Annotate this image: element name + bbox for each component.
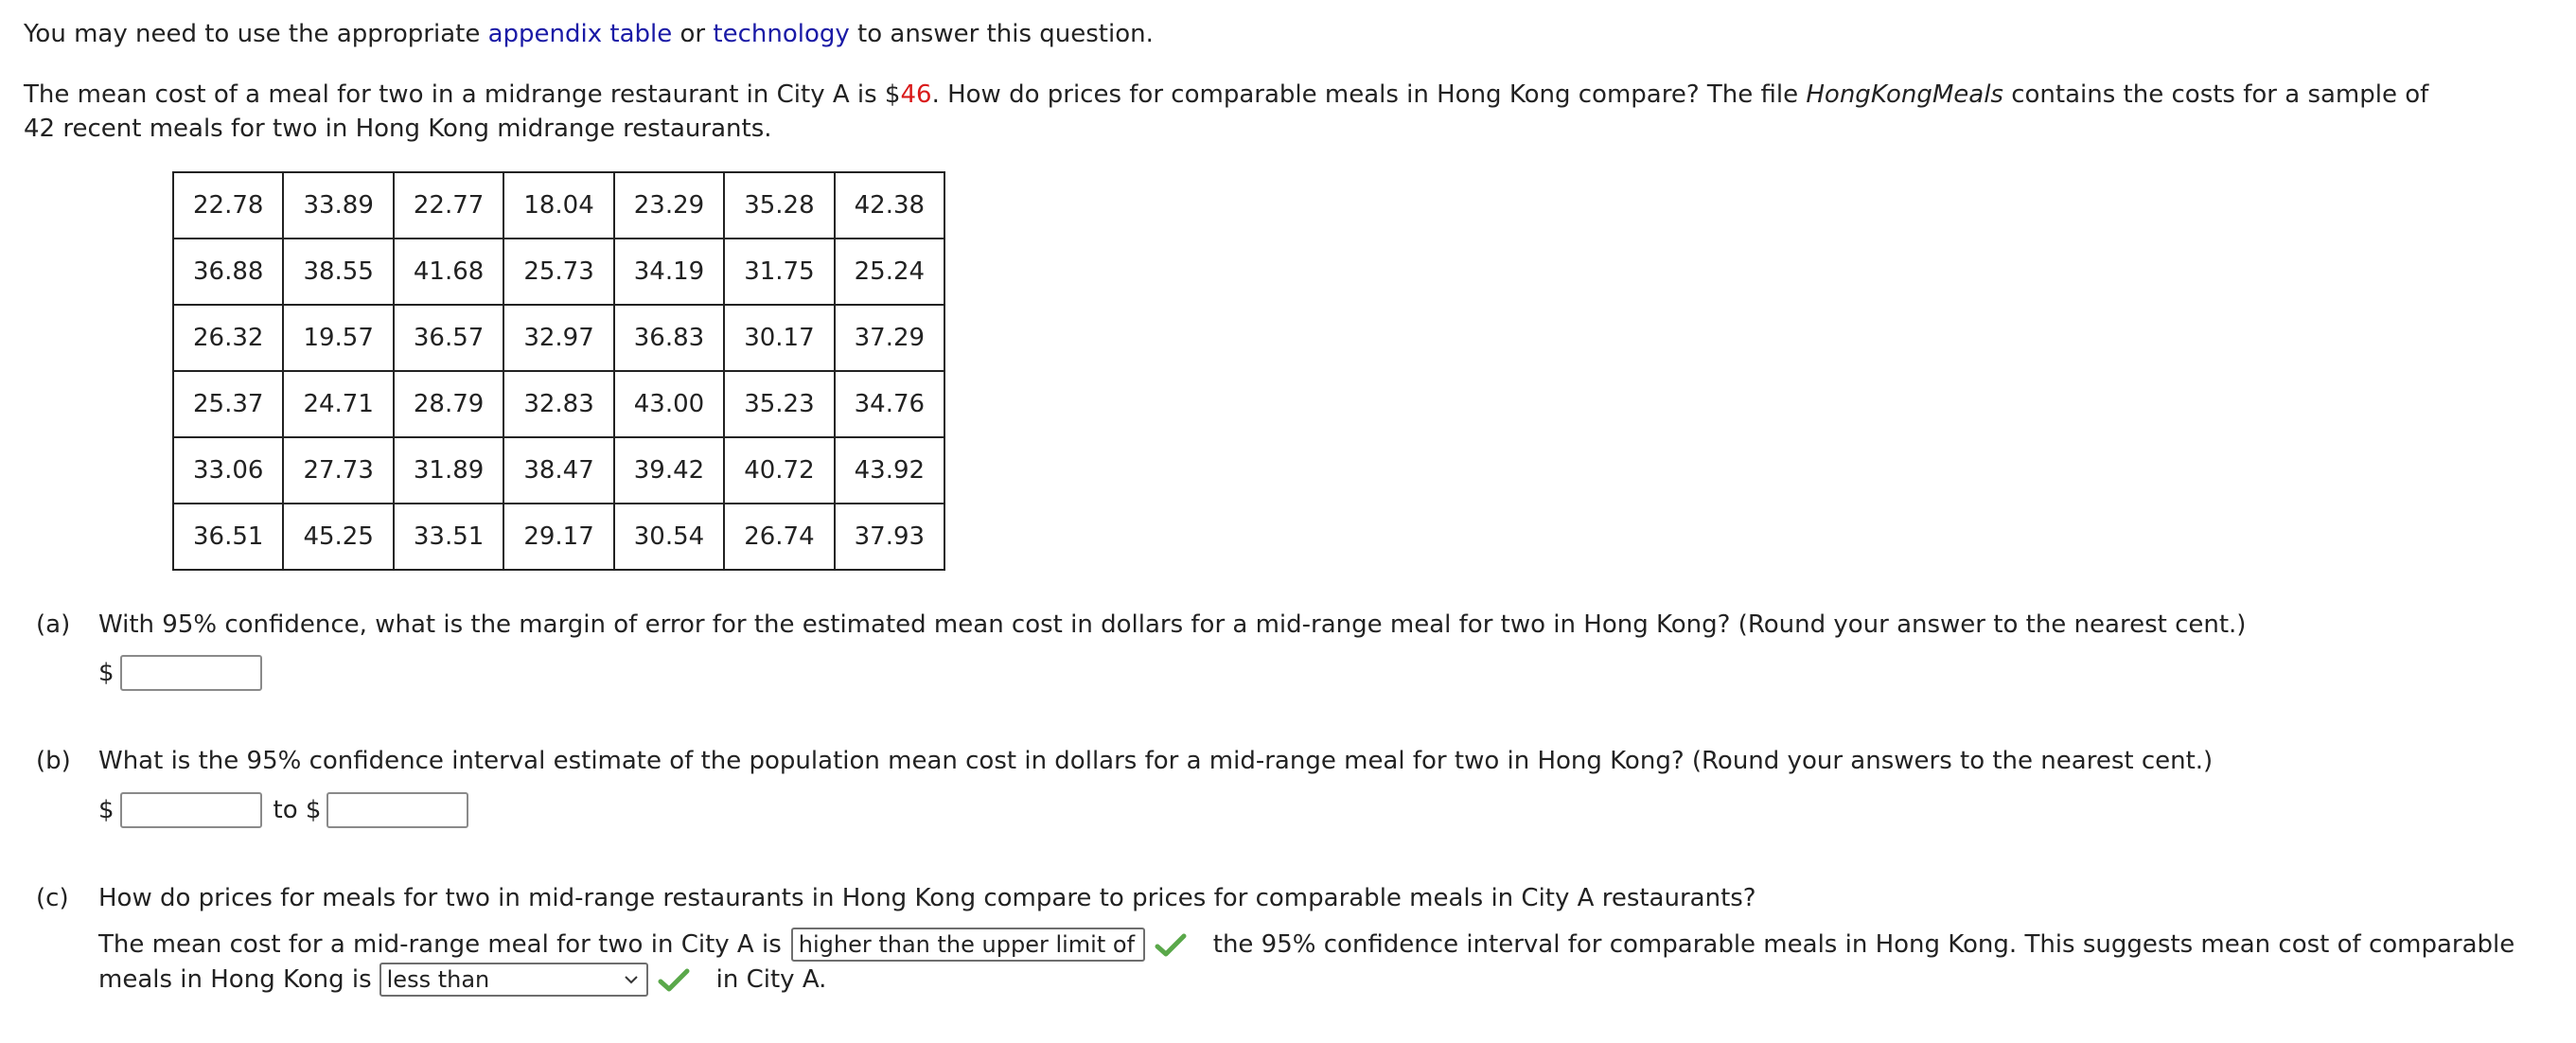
table-cell: 28.79 [394, 371, 503, 437]
table-cell: 22.78 [173, 172, 283, 239]
part-a-dollar-sign: $ [98, 659, 115, 687]
comparison-select-1[interactable] [791, 928, 1145, 962]
part-c-text-3: meals in Hong Kong is [98, 965, 372, 994]
to-dollar-text: to $ [273, 796, 322, 824]
problem-line-1 [24, 78, 2428, 112]
table-cell: 43.00 [614, 371, 724, 437]
table-row [173, 239, 944, 305]
part-b-question: What is the 95% confidence interval estimate of the population mean cost in dollars for a mid-range meal for two in Hong Kong? (Round your answers to the nearest cent.) [98, 747, 2214, 775]
part-c-answer-line-2 [98, 963, 826, 997]
intro-line [24, 17, 1154, 51]
problem-text-b: . How do prices for comparable meals in Hong Kong compare? The file [931, 80, 1799, 109]
part-c-answer-line-1 [98, 928, 2514, 962]
meal-costs-table [172, 171, 945, 571]
problem-text-c: contains the costs for a sample of [2011, 80, 2429, 109]
table-cell: 33.06 [173, 437, 283, 504]
table-cell: 38.47 [503, 437, 613, 504]
table-cell: 34.76 [835, 371, 944, 437]
table-cell: 22.77 [394, 172, 503, 239]
part-a-answer-row [98, 652, 262, 694]
chevron-down-icon [622, 970, 641, 989]
table-cell: 25.24 [835, 239, 944, 305]
comparison-select-1-value: higher than the upper limit of [798, 931, 1136, 958]
comparison-select-2[interactable] [379, 963, 648, 997]
part-c-text-2: the 95% confidence interval for comparable meals in Hong Kong. This suggests mean cost of comparable [1212, 930, 2515, 959]
table-row [173, 371, 944, 437]
table-cell: 39.42 [614, 437, 724, 504]
part-c-question: How do prices for meals for two in mid-range restaurants in Hong Kong compare to prices for comparable meals in City A restaurants? [98, 884, 1756, 912]
table-cell: 23.29 [614, 172, 724, 239]
table-cell: 33.89 [283, 172, 393, 239]
ci-lower-input[interactable] [120, 792, 262, 828]
intro-middle: or [679, 20, 706, 48]
table-cell: 36.88 [173, 239, 283, 305]
table-cell: 41.68 [394, 239, 503, 305]
comparison-select-2-value: less than [386, 966, 490, 993]
table-cell: 19.57 [283, 305, 393, 371]
city-a-mean-value: 46 [900, 80, 932, 109]
part-a-question: With 95% confidence, what is the margin of error for the estimated mean cost in dollars for a mid-range meal for two in Hong Kong? (Round your answer to the nearest cent.) [98, 610, 2247, 639]
part-c-label: (c) [36, 884, 69, 912]
table-cell: 18.04 [503, 172, 613, 239]
table-cell: 30.54 [614, 504, 724, 570]
table-cell: 31.89 [394, 437, 503, 504]
table-cell: 29.17 [503, 504, 613, 570]
part-a-label: (a) [36, 610, 71, 639]
table-cell: 25.73 [503, 239, 613, 305]
table-cell: 36.83 [614, 305, 724, 371]
correct-check-icon [658, 966, 690, 993]
appendix-table-link[interactable]: appendix table [487, 20, 673, 48]
table-cell: 30.17 [724, 305, 834, 371]
table-cell: 45.25 [283, 504, 393, 570]
table-cell: 25.37 [173, 371, 283, 437]
table-cell: 35.28 [724, 172, 834, 239]
table-cell: 31.75 [724, 239, 834, 305]
table-row [173, 504, 944, 570]
table-cell: 32.83 [503, 371, 613, 437]
problem-line-2: 42 recent meals for two in Hong Kong midrange restaurants. [24, 115, 772, 143]
table-cell: 26.32 [173, 305, 283, 371]
table-row [173, 437, 944, 504]
table-cell: 38.55 [283, 239, 393, 305]
table-cell: 40.72 [724, 437, 834, 504]
table-row [173, 172, 944, 239]
part-b-dollar-sign: $ [98, 796, 115, 824]
table-cell: 26.74 [724, 504, 834, 570]
table-row [173, 305, 944, 371]
table-cell: 33.51 [394, 504, 503, 570]
data-filename: HongKongMeals [1806, 80, 2003, 109]
part-b-label: (b) [36, 747, 71, 775]
part-c-text-1: The mean cost for a mid-range meal for two in City A is [98, 930, 782, 959]
table-cell: 34.19 [614, 239, 724, 305]
table-cell: 36.51 [173, 504, 283, 570]
table-cell: 24.71 [283, 371, 393, 437]
problem-text-a: The mean cost of a meal for two in a midrange restaurant in City A is $ [24, 80, 901, 109]
ci-upper-input[interactable] [326, 792, 468, 828]
part-c-text-4: in City A. [715, 965, 827, 994]
table-cell: 35.23 [724, 371, 834, 437]
table-cell: 36.57 [394, 305, 503, 371]
part-b-answer-row [98, 789, 468, 831]
margin-of-error-input[interactable] [120, 655, 262, 691]
technology-link[interactable]: technology [713, 20, 850, 48]
meal-costs-table-body [173, 172, 944, 570]
table-cell: 42.38 [835, 172, 944, 239]
correct-check-icon [1155, 931, 1187, 958]
table-cell: 27.73 [283, 437, 393, 504]
intro-suffix: to answer this question. [857, 20, 1154, 48]
table-cell: 37.93 [835, 504, 944, 570]
intro-prefix: You may need to use the appropriate [24, 20, 481, 48]
table-cell: 32.97 [503, 305, 613, 371]
table-cell: 43.92 [835, 437, 944, 504]
table-cell: 37.29 [835, 305, 944, 371]
